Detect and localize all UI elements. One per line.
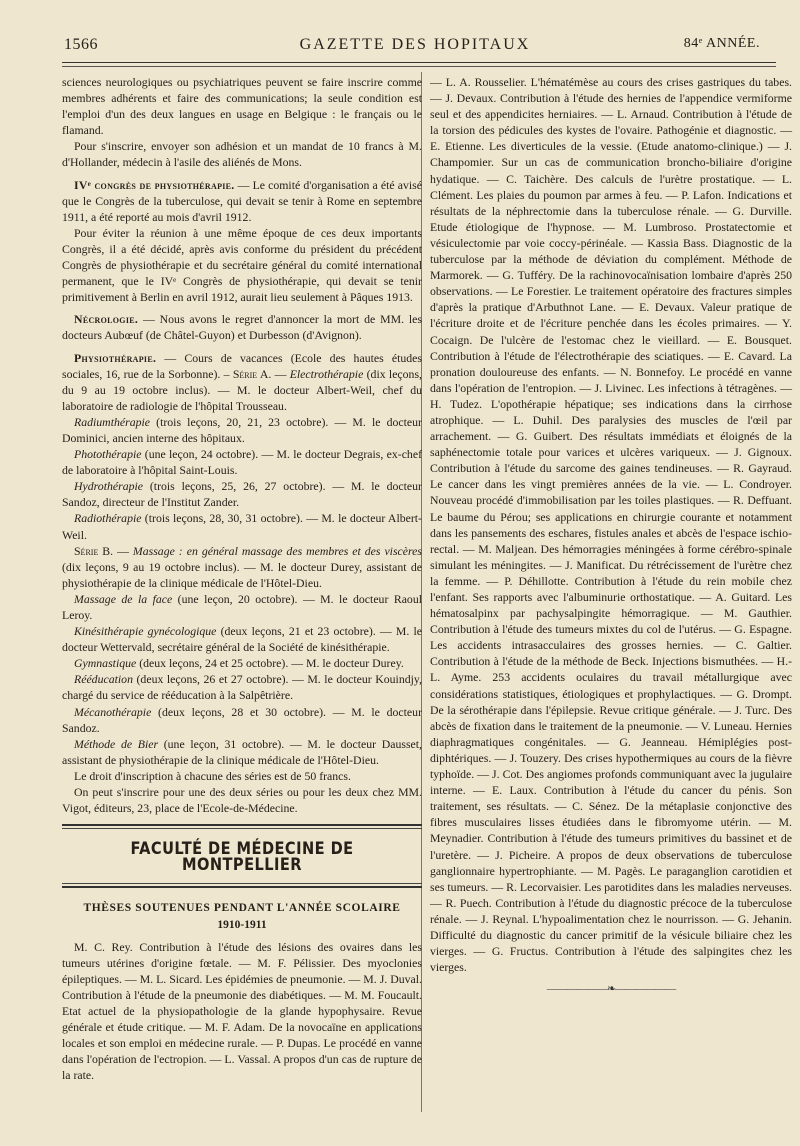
paragraph: IVᵉ congrès de physiothérapie. — Le comité d'organisation a été avisé que le Congrès de la tuberculose, qui devait se tenir à Rome en septembre 1911, a été reporté au mois d'avril 1912. [62, 177, 422, 224]
paragraph: Nécrologie. — Nous avons le regret d'annoncer la mort de MM. les docteurs Aubœuf (de Châtel-Guyon) et Durbesson (d'Avignon). [62, 312, 422, 343]
paragraph: — L. A. Rousselier. L'hématémèse au cours des crises gastriques du tabes. — J. Devaux. Contribution à l'étude des hernies de l'appendice vermiforme seul et des appendicites herniaires. — L. Arnaud. Contribution à l'étude de la torsion des pédicules des kystes de l'ovaire. Pathogénie et diagnostic. — E. Etienne. Les diverticules de la vessie. (Etude anatomo-clinique.) — J. Champomier. Sur un cas de communication broncho-biliaire d'origine hydatique. — C. Taichère. Des calculs de l'urètre prostatique. — L. Clément. Les plaies du poumon par armes à feu. — P. Lafon. Indications et résultats de la néphrectomie dans la tuberculose rénale. — G. Durville. Etude étiologique de l'hypnose. — M. Lumbroso. Prostatectomie et vésiculectomie par voie coccy-périnéale. — Kassia Bass. Diagnostic de la tuberculose par la méthode de déviation du complément. Méthode de Marmorek. — G. Tufféry. De la rachinovocaïnisation lombaire d'après 250 observations. — Le Forestier. Le traitement opératoire des fractures simples d'après la pratique d'Arbuthnot Lane. — E. Devaux. Valeur pratique de l'écriture droite et de l'écriture penchée dans les écoles primaires. — Y. Cocaign. De l'ulcère de l'estomac chez le vieillard. — E. Bousquet. Contribution à l'étude de l'électrothérapie des sciatiques. — E. Cavard. La pronation douloureuse des enfants. — N. Bonnefoy. Le procédé en vanne dans l'opération de l'entropion. — J. Livinec. Les infections à tétragènes. — H. Tudez. L'opothérapie hépatique; ses indications dans la cirrhose atrophique. — L. Duhil. Des paralysies des muscles de l'œil par arrachement. — G. Guibert. Des résultats immédiats et éloignés de la saphénectomie totale pour varices et ulcères variqueux. — J. Gignoux. Contribution à l'étude du sarcome des gaines tendineuses. — R. Gayraud. Le cancer dans les vingt premières années de la vie. — L. Condroyer. Nouveau procédé d'immobilisation par les toiles plastiques. — R. Deffuant. Le baume du Pérou; ses applications en chirurgie courante et notamment dans les pansements des eschares, fistules anales et abcès de l'espace ischio-rectal. — M. Maljean. Des hémorragies méningées à forme cérébro-spinale simulant les méningites. — J. Manificat. Du rétrécissement de l'urètre chez la femme. — P. Déhillotte. Contribution à l'étude du rein mobile chez l'enfant. Ses rapports avec l'albuminurie orthostatique. — A. Guitard. Les hématosalpinx par pachysalpingite hémorragique. — M. Gauthier. Contribution à l'étude des tumeurs mixtes du col de l'utérus. — G. Espagne. Les accidents intrasacculaires des grosses hernies. — C. Galtier. Contribution à l'étude de la méthode de Beck. Injections bismuthées. — H.-L. Ayme. 253 accidents oculaires du travail métallurgique avec considérations statistiques, étiologiques et prophylactiques. — G. Drompt. De la sérothérapie dans l'épilepsie. Revue critique générale. — J. Turc. Des abcès de fixation dans le traitement de la pneumonie. — V. Luneau. Hernies diaphragmatiques congénitales. — G. Jeanneau. Hémiplégies post-diphtériques. — J. Touzery. Des crises hypothermiques au cours de la fièvre typhoïde. — J. Cot. Des angiomes profonds communiquant avec la jugulaire interne. — E. Laux. Contribution à l'étude du cancer du pénis. Son traitement, ses résultats. — C. Sénez. De la métaplasie conjonctive des fibres musculaires lisses étudiées dans le fibromyome utérin. — M. Meynadier. Contribution à l'étude des tumeurs primitives du bassinet et de l'uretère. — J. Picheire. A propos de deux observations de tuberculose ganglionnaire hypertrophiante. — M. Pagès. Le paraganglion carotidien et ses tumeurs. — R. Lecorvaisier. Les parotidites dans les maladies nerveuses. — R. Puech. Contribution à l'étude du diagnostic précoce de la tuberculose rénale. — J. Reynal. L'hypoalimentation chez le nourrisson. — G. Jehanin. Difficulté du diagnostic du cancer primitif de la vésicule biliaire chez les vierges. — G. Fructus. Contribution à l'étude des salpingites chez les vierges. [430, 75, 792, 975]
paragraph: Gymnastique (deux leçons, 24 et 25 octobre). — M. le docteur Durey. [74, 656, 404, 671]
header-rule [62, 62, 776, 63]
theses-year: 1910-1911 [217, 918, 267, 931]
paragraph: Radiothérapie (trois leçons, 28, 30, 31 octobre). — M. le docteur Albert-Weil. [62, 511, 422, 542]
left-column [62, 74, 422, 1083]
journal-year: 84ᵉ ANNÉE. [683, 36, 760, 51]
paragraph: M. C. Rey. Contribution à l'étude des lésions des ovaires dans les tumeurs utérines d'origine fœtale. — M. F. Pélissier. Des myoclonies épileptiques. — M. L. Sicard. Les épidémies de pneumonie. — M. J. Duval. Contribution à l'étude de la pneumonie des diabétiques. — M. M. Foucault. Etat actuel de la physiopathologie de la glande hypophysaire. Revue générale et étude critique. — M. F. Adam. De la novocaïne en applications locales et son emploi en médecine rurale. — P. Dupas. Le procédé en vanne dans l'opération de l'ectropion. — L. Vassal. A propos d'un cas de rupture de la rate. [62, 939, 422, 1083]
section-heading: Physiothérapie. [74, 350, 157, 365]
paragraph: On peut s'inscrire pour une des deux séries ou pour les deux chez MM. Vigot, éditeurs, 23, place de l'Ecole-de-Médecine. [62, 785, 422, 816]
section-rule [62, 886, 422, 888]
paragraph: Hydrothérapie (trois leçons, 25, 26, 27 octobre). — M. le docteur Sandoz, directeur de l'Institut Zander. [62, 479, 422, 510]
section-rule-thin [62, 883, 422, 884]
ornament: ——————❧—————— [546, 983, 676, 996]
section-rule-thin [62, 828, 422, 829]
page-header [50, 36, 780, 58]
paragraph: Rééducation (deux leçons, 26 et 27 octobre). — M. le docteur Kouindjy, chargé du service de rééducation à la Salpêtrière. [62, 672, 422, 703]
paragraph: Kinésithérapie gynécologique (deux leçons, 21 et 23 octobre). — M. le docteur Wettervald, secrétaire général de la Société de kinésithérapie. [62, 624, 422, 655]
section-rule [62, 824, 422, 826]
paragraph: Pour s'inscrire, envoyer son adhésion et un mandat de 10 francs à M. d'Hollander, médecin à l'asile des aliénés de Mons. [62, 139, 422, 170]
paragraph: Photothérapie (une leçon, 24 octobre). — M. le docteur Degrais, ex-chef de laboratoire à l'hôpital Saint-Louis. [62, 447, 422, 478]
paragraph: Massage de la face (une leçon, 20 octobre). — M. le docteur Raoul Leroy. [62, 591, 423, 622]
paragraph: sciences neurologiques ou psychiatriques peuvent se faire inscrire comme membres adhérents et faire des communications; la seule condition est l'emploi d'un des deux langues en usage en Belgique : le français ou le flamand. [62, 75, 422, 138]
paragraph: Radiumthérapie (trois leçons, 20, 21, 23 octobre). — M. le docteur Dominici, ancien interne des hôpitaux. [62, 414, 422, 445]
paragraph: Série B. — Massage : en général massage des membres et des viscères (dix leçons, 9 au 19 octobre inclus). — M. le docteur Durey, assistant de physiothérapie de la clinique médicale de l'Hôtel-Dieu. [62, 543, 423, 590]
section-heading: Nécrologie. [74, 312, 139, 327]
paragraph: Pour éviter la réunion à une même époque de ces deux importants Congrès, il a été décidé, après avis conforme du président du précédent Congrès de physiothérapie et du secrétaire général du comité international permanent, que le IVᵉ Congrès de physiothérapie, qui devait se tenir primitivement à Berlin en avril 1912, aurait lieu seulement à Pâques 1913. [62, 225, 422, 305]
paragraph: Le droit d'inscription à chacune des séries est de 50 francs. [74, 768, 351, 783]
paragraph: Méthode de Bier (une leçon, 31 octobre). — M. le docteur Dausset, assistant de physiothérapie de la clinique médicale de l'Hôtel-Dieu. [62, 736, 422, 767]
section-heading: IVᵉ congrès de physiothérapie. [74, 177, 235, 192]
paragraph: Physiothérapie. — Cours de vacances (Ecole des hautes études sociales, 16, rue de la Sorbonne). – Série A. — Electrothérapie (dix leçons, du 9 au 19 octobre inclus). — M. le docteur Albert-Weil, chef du laboratoire de radiologie de l'hôpital Trousseau. [62, 350, 422, 413]
page-number: 1566 [64, 36, 98, 53]
theses-heading: THÈSES SOUTENUES PENDANT L'ANNÉE SCOLAIRE [83, 902, 401, 915]
faculty-title: FACULTÉ DE MÉDECINE DE MONTPELLIER [130, 839, 354, 876]
journal-title: GAZETTE DES HOPITAUX [299, 36, 531, 53]
right-column [430, 74, 792, 997]
paragraph: Mécanothérapie (deux leçons, 28 et 30 octobre). — M. le docteur Sandoz. [62, 704, 422, 735]
header-rule-thin [62, 66, 776, 67]
